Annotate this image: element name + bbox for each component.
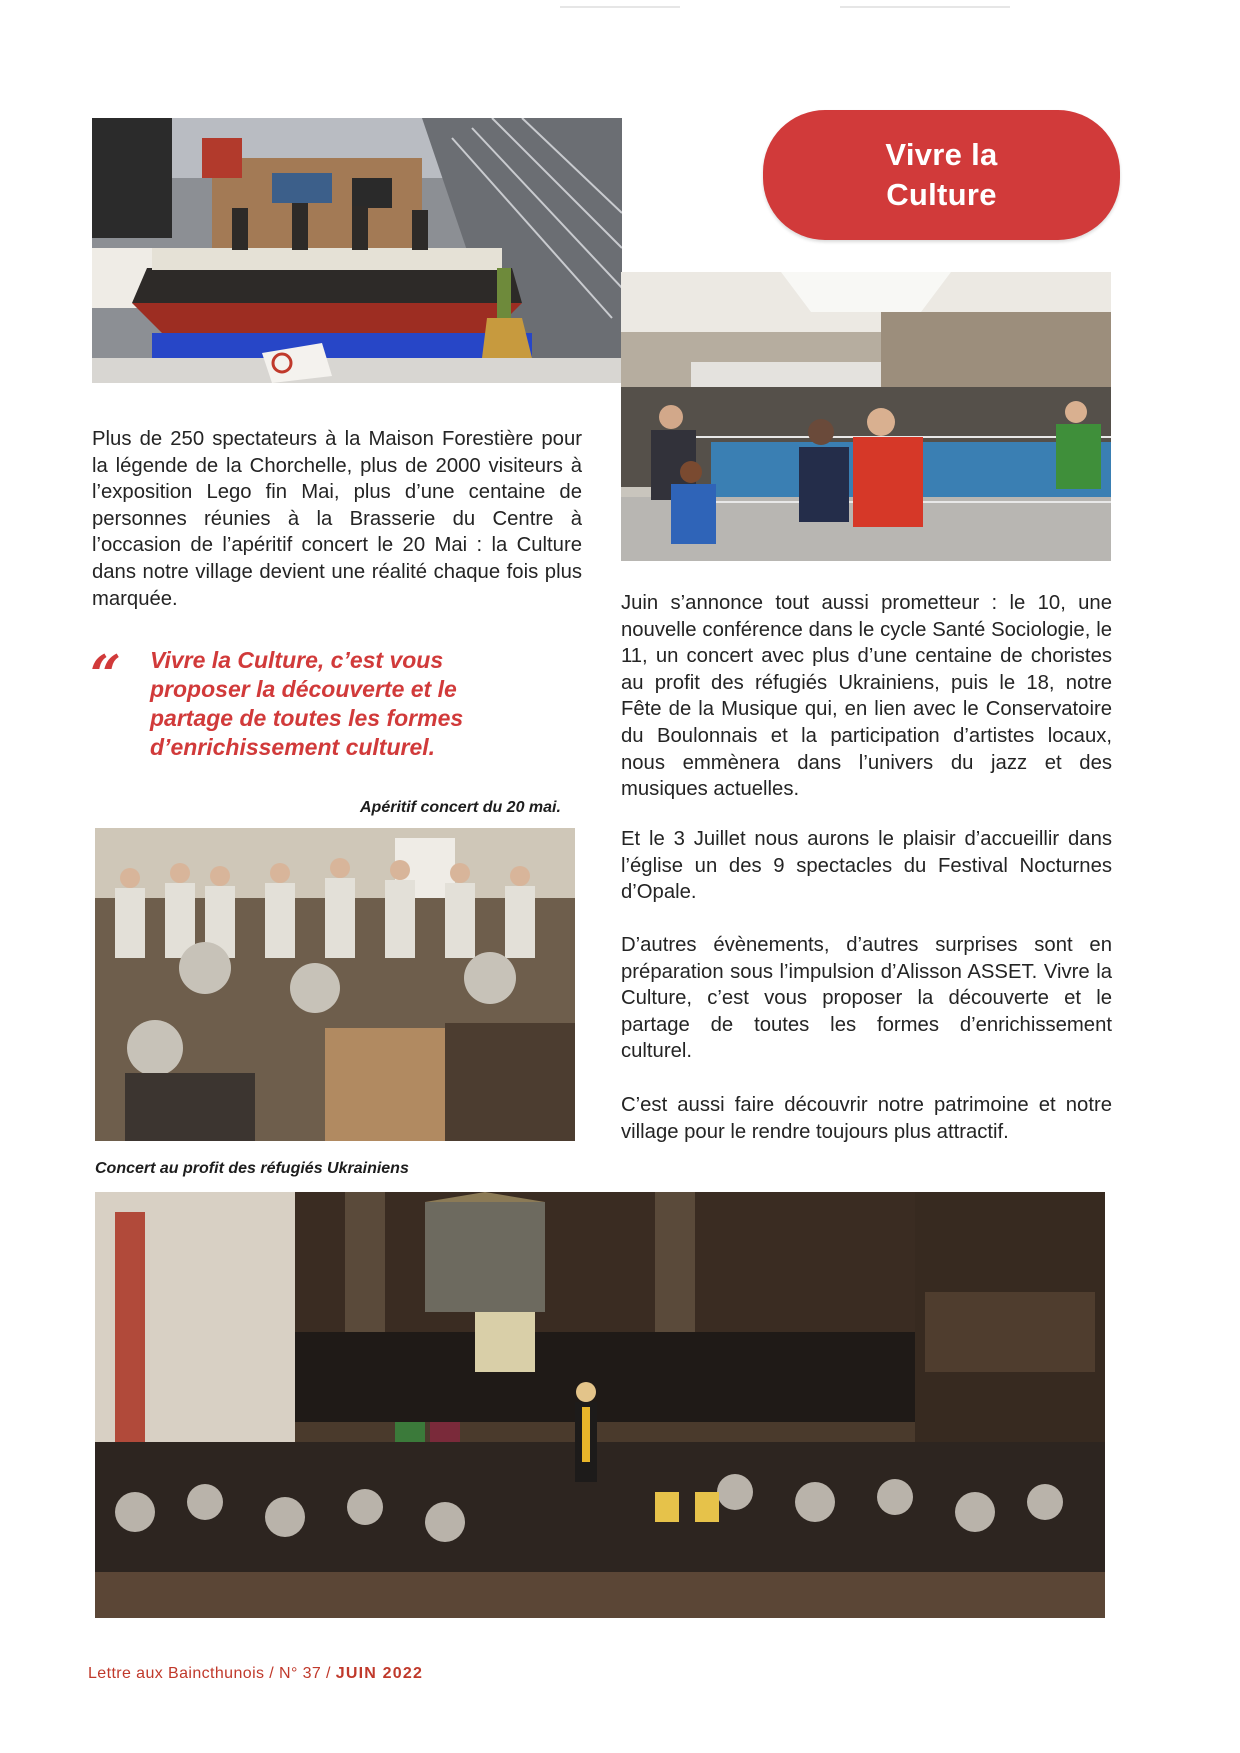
footer-separator: /: [326, 1665, 336, 1682]
caption-ukrainian-concert: Concert au profit des réfugiés Ukrainiens: [95, 1160, 409, 1177]
quote-mark-icon: “: [90, 643, 122, 707]
right-paragraph-2: Et le 3 Juillet nous aurons le plaisir d’accueillir dans l’église un des 9 spectacles du Festival Nocturnes d’Opale.: [621, 828, 1112, 904]
footer-date: JUIN 2022: [335, 1665, 424, 1682]
scan-edge-line: [840, 6, 1010, 8]
footer-issue: N° 37: [278, 1665, 322, 1682]
right-paragraph-4: C’est aussi faire découvrir notre patrimoine et notre village pour le rendre toujours plus attractif.: [621, 1094, 1112, 1143]
section-badge: [763, 110, 1120, 240]
pull-quote: Vivre la Culture, c’est vous proposer la découverte et le partage de toutes les formes d’enrichissement culturel.: [150, 647, 464, 760]
lego-titanic-photo: [92, 118, 622, 383]
church-concert-photo: [95, 1192, 1105, 1618]
page-footer: [88, 1665, 423, 1683]
aperitif-concert-photo: [95, 828, 575, 1141]
intro-paragraph: Plus de 250 spectateurs à la Maison Forestière pour la légende de la Chorchelle, plus de 2000 visiteurs à l’exposition Lego fin Mai, plus d’une centaine de personnes réunies à la Brasserie du Centre à l’occasion de l’apéritif concert le 20 Mai : la Culture dans notre village devient une réalité chaque fois plus marquée.: [92, 428, 582, 610]
section-title: Vivre la Culture: [885, 137, 998, 212]
right-paragraph-1: Juin s’annonce tout aussi prometteur : le 10, une nouvelle conférence dans le cycle Santé Sociologie, le 11, un concert avec plus d’une centaine de choristes au profit des réfugiés Ukrainiens, puis le 18, notre Fête de la Musique qui, en lien avec le Conservatoire du Boulonnais et la participation d’artistes locaux, nous emmènera dans l’univers du jazz et des musiques actuelles.: [621, 592, 1112, 801]
footer-separator: /: [269, 1665, 279, 1682]
footer-publication: Lettre aux Baincthunois: [88, 1665, 265, 1682]
right-paragraph-3: D’autres évènements, d’autres surprises sont en préparation sous l’impulsion d’Alisson ASSET. Vivre la Culture, c’est vous proposer la découverte et le partage de toutes les formes d’enrichissement culturel.: [621, 934, 1112, 1063]
scan-edge-line: [560, 6, 680, 8]
exhibition-hall-photo: [621, 272, 1111, 561]
caption-aperitif-concert: Apéritif concert du 20 mai.: [360, 799, 561, 816]
